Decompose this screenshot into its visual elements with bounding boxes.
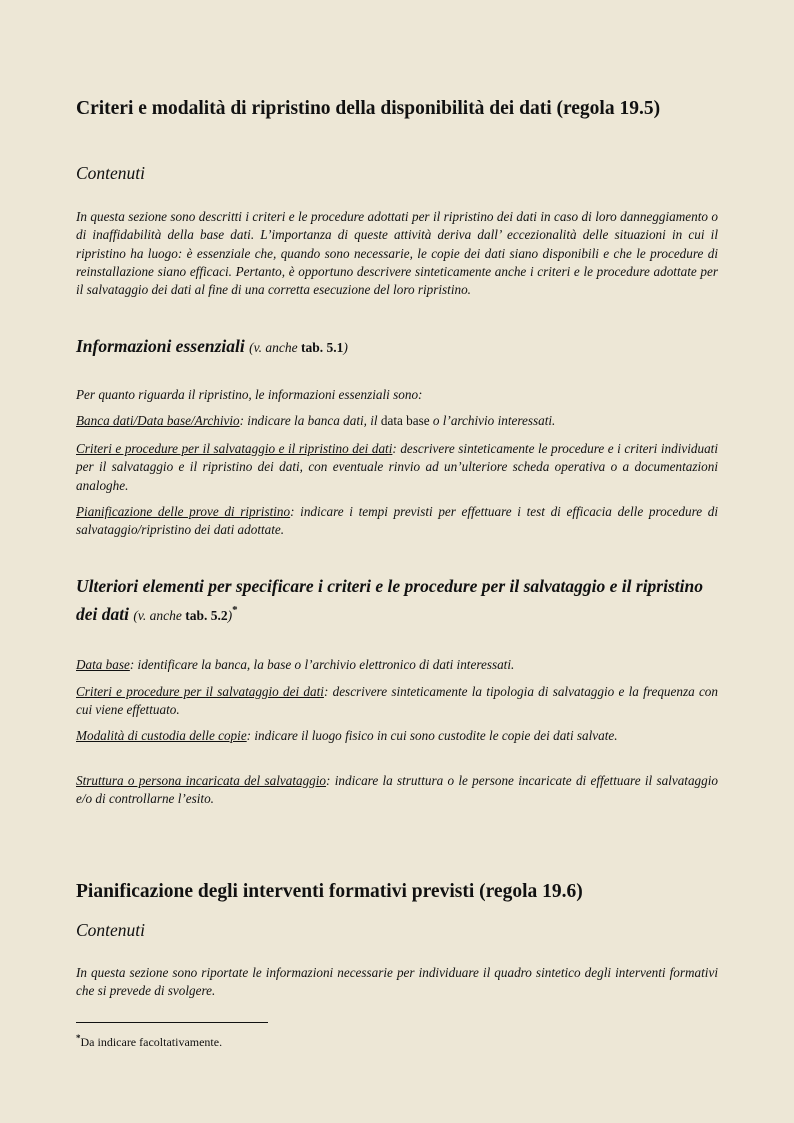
ulteriori-item-criteri	[76, 683, 718, 720]
intro-paragraph-1: In questa sezione sono descritti i criteri e le procedure adottati per il ripristino dei dati in caso di loro danneggiamento o di inaffidabilità della base dati. L’importanza di queste attività deriva dall’ eccezionalità delle situazioni in cui il ripristino ha luogo: è essenziale che, quando sono necessarie, le copie dei dati siano disponibili e che le procedure di reinstallazione siano efficaci. Pertanto, è opportuno descrivere sinteticamente anche i criteri e le procedure adottate per il salvataggio dei dati al fine di una corretta esecuzione del loro ripristino.	[76, 209, 718, 298]
info-item-desc-upright: data base	[380, 413, 430, 428]
info-item-banca-dati	[76, 412, 718, 430]
ulteriori-ref-prefix: (v. anche	[133, 607, 186, 623]
ulteriori-elementi-heading	[76, 574, 718, 628]
info-ref-prefix: (v. anche	[249, 340, 301, 355]
intro-paragraph-2: In questa sezione sono riportate le informazioni necessarie per individuare il quadro sintetico degli interventi formativi che si prevede di svolgere.	[76, 965, 718, 999]
ulteriori-ref-suffix: )	[227, 607, 233, 623]
info-ref-suffix: )	[343, 340, 348, 355]
contenuti-heading-2: Contenuti	[76, 920, 146, 940]
ulteriori-item-term: Criteri e procedure per il salvataggio dei dati	[76, 684, 324, 699]
ulteriori-ref	[133, 608, 232, 623]
footnote-marker: *	[232, 604, 238, 616]
section-title-ripristino: Criteri e modalità di ripristino della disponibilità dei dati (regola 19.5)	[76, 98, 661, 119]
info-lead: Per quanto riguarda il ripristino, le informazioni essenziali sono:	[76, 387, 423, 402]
ulteriori-item-term: Struttura o persona incaricata del salvataggio	[76, 773, 327, 788]
ulteriori-ref-table: tab. 5.2	[185, 607, 228, 623]
footnote-text: Da indicare facoltativamente.	[80, 1035, 223, 1049]
ulteriori-item-term: Data base	[76, 657, 130, 672]
info-item-pianificazione	[76, 503, 718, 540]
info-ref	[249, 340, 348, 355]
ulteriori-item-data-base	[76, 656, 718, 674]
info-ref-table: tab. 5.1	[300, 340, 344, 355]
ulteriori-item-term: Modalità di custodia delle copie	[76, 728, 247, 743]
footnote-separator	[76, 1022, 268, 1023]
info-item-criteri	[76, 440, 718, 495]
ulteriori-item-struttura	[76, 772, 718, 809]
info-item-desc: : descrivere sinteticamente le procedure e i criteri individuati per il salvataggio e il ripristino dei dati, con eventuale rinvio ad un’ulteriore scheda operativa o a documentazioni analoghe.	[76, 441, 718, 493]
info-item-desc: : indicare i tempi previsti per effettuare i test di efficacia delle procedure di salvataggio/ripristino dei dati adottate.	[76, 504, 719, 538]
footnote-mark: *	[76, 1033, 81, 1043]
info-item-desc-a: : indicare la banca dati, il	[239, 413, 381, 428]
info-item-term: Pianificazione delle prove di ripristino	[76, 504, 291, 519]
informazioni-essenziali-heading	[76, 335, 718, 359]
info-item-term: Banca dati/Data base/Archivio	[76, 413, 240, 428]
info-item-term: Criteri e procedure per il salvataggio e il ripristino dei dati	[76, 441, 393, 456]
section-title-formazione: Pianificazione degli interventi formativi previsti (regola 19.6)	[76, 881, 583, 902]
contenuti-heading-1: Contenuti	[76, 163, 146, 183]
ulteriori-item-desc: : indicare la struttura o le persone incaricate di effettuare il salvataggio e/o di controllarne l’esito.	[76, 773, 718, 807]
ulteriori-item-desc: : indicare il luogo fisico in cui sono custodite le copie dei dati salvate.	[246, 728, 618, 743]
info-item-desc-b: o l’archivio interessati.	[429, 413, 556, 428]
ulteriori-item-custodia	[76, 727, 718, 745]
info-heading-text: Informazioni essenziali	[76, 336, 245, 356]
footnote	[76, 1030, 718, 1050]
ulteriori-item-desc: : descrivere sinteticamente la tipologia di salvataggio e la frequenza con cui viene effettuato.	[76, 684, 718, 718]
ulteriori-heading-text: Ulteriori elementi per specificare i criteri e le procedure per il salvataggio e il ripristino dei dati	[76, 576, 704, 624]
ulteriori-item-desc: : identificare la banca, la base o l’archivio elettronico di dati interessati.	[129, 657, 515, 672]
